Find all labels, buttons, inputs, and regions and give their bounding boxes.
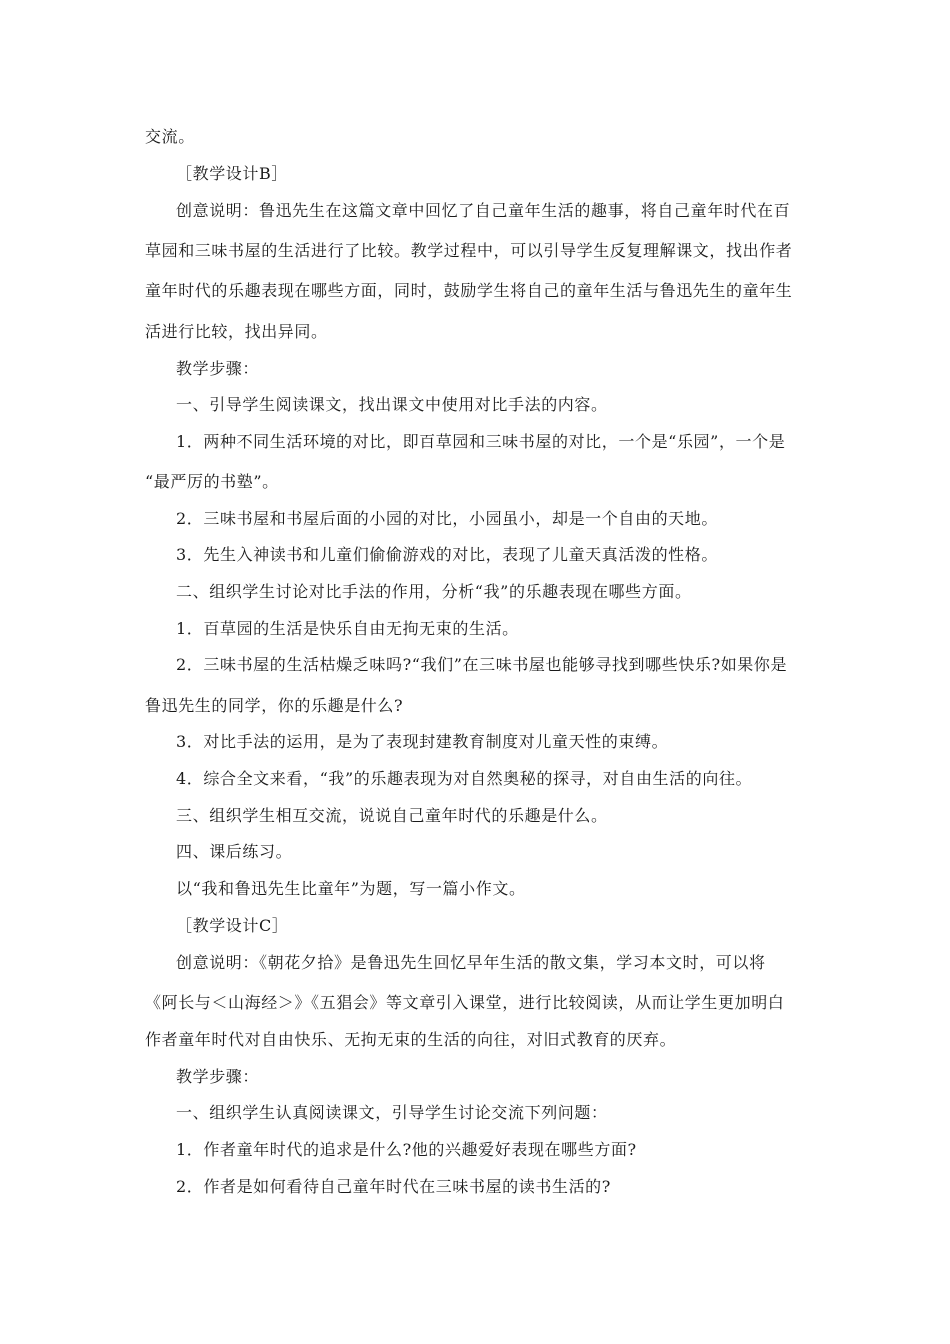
text-line: 草园和三味书屋的生活进行了比较。教学过程中，可以引导学生反复理解课文，找出作者 (145, 241, 793, 260)
text-line: 一、组织学生认真阅读课文，引导学生讨论交流下列问题： (176, 1103, 608, 1122)
subheading: 教学步骤： (176, 1067, 260, 1086)
text-line: 二、组织学生讨论对比手法的作用，分析“我”的乐趣表现在哪些方面。 (176, 582, 692, 601)
section-heading: ［教学设计B］ (176, 164, 288, 183)
text-line: 三、组织学生相互交流，说说自己童年时代的乐趣是什么。 (176, 806, 608, 825)
text-line: 3．对比手法的运用，是为了表现封建教育制度对儿童天性的束缚。 (176, 732, 669, 751)
text-line: 1．作者童年时代的追求是什么?他的兴趣爱好表现在哪些方面? (176, 1140, 637, 1159)
text-line: 交流。 (145, 127, 195, 146)
text-line: 1．两种不同生活环境的对比，即百草园和三味书屋的对比，一个是“乐园”，一个是 (176, 432, 786, 451)
text-line: 童年时代的乐趣表现在哪些方面，同时，鼓励学生将自己的童年生活与鲁迅先生的童年生 (145, 281, 793, 300)
text-line: 一、引导学生阅读课文，找出课文中使用对比手法的内容。 (176, 395, 608, 414)
text-line: 1．百草园的生活是快乐自由无拘无束的生活。 (176, 619, 519, 638)
text-line: 《阿长与＜山海经＞》《五猖会》等文章引入课堂，进行比较阅读，从而让学生更加明白 (145, 993, 785, 1012)
text-line: 创意说明：《朝花夕拾》是鲁迅先生回忆早年生活的散文集，学习本文时，可以将 (176, 953, 766, 972)
text-line: 2．三味书屋的生活枯燥乏味吗?“我们”在三味书屋也能够寻找到哪些快乐?如果你是 (176, 655, 788, 674)
text-line: 活进行比较，找出异同。 (145, 322, 328, 341)
text-line: 3．先生入神读书和儿童们偷偷游戏的对比，表现了儿童天真活泼的性格。 (176, 545, 718, 564)
text-line: 创意说明：鲁迅先生在这篇文章中回忆了自己童年生活的趣事，将自己童年时代在百 (176, 201, 791, 220)
subheading: 教学步骤： (176, 359, 260, 378)
text-line: 四、课后练习。 (176, 842, 293, 861)
text-line: 鲁迅先生的同学，你的乐趣是什么? (145, 696, 404, 715)
text-line: “最严厉的书塾”。 (145, 472, 279, 491)
text-line: 2．三味书屋和书屋后面的小园的对比，小园虽小，却是一个自由的天地。 (176, 509, 718, 528)
text-line: 4．综合全文来看，“我”的乐趣表现为对自然奥秘的探寻，对自由生活的向往。 (176, 769, 753, 788)
section-heading: ［教学设计C］ (176, 916, 289, 935)
text-line: 作者童年时代对自由快乐、无拘无束的生活的向往，对旧式教育的厌弃。 (145, 1030, 677, 1049)
text-line: 2．作者是如何看待自己童年时代在三味书屋的读书生活的? (176, 1177, 611, 1196)
text-line: 以“我和鲁迅先生比童年”为题，写一篇小作文。 (176, 879, 526, 898)
